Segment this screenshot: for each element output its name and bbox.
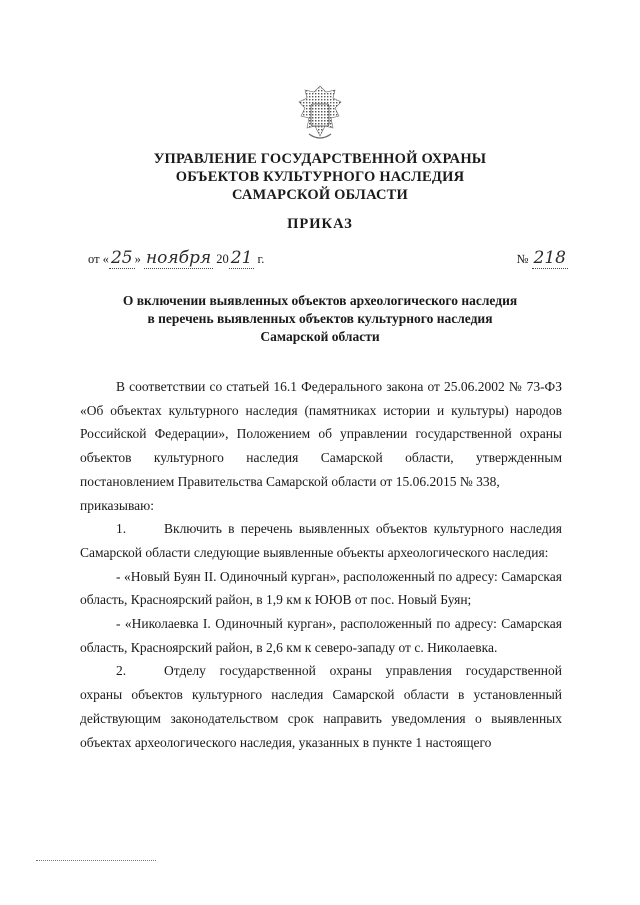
date-year-suffix: 21 [230, 248, 253, 268]
date-month: ноября [145, 248, 212, 268]
date-year-prefix: 20 [216, 252, 229, 266]
title-line-3: Самарской области [260, 329, 380, 344]
footer-divider [36, 860, 156, 862]
intro-paragraph: В соответствии со статьей 16.1 Федерального закона от 25.06.2002 № 73-ФЗ «Об объектах культурного наследия (памятниках истории и культуры) народов Российской Федерации», Положением об управлении государственной охраны объектов культурного наследия Самарской области, утвержденным постановлением Правительства Самарской области от 15.06.2015 № 338, [80, 379, 562, 489]
title-line-1: О включении выявленных объектов археологического наследия [122, 293, 518, 308]
item-1-text: Включить в перечень выявленных объектов культурного наследия Самарской области следующие выявленные объекты археологического наследия: [80, 521, 562, 560]
date-year-tail: г. [257, 252, 265, 266]
item-2-number: 2. [116, 663, 127, 679]
org-line-3: САМАРСКОЙ ОБЛАСТИ [231, 187, 409, 203]
document-title [0, 292, 640, 346]
date-field [88, 248, 264, 268]
title-line-2: в перечень выявленных объектов культурного наследия [147, 311, 493, 326]
document-body [80, 375, 562, 754]
order-number-field [516, 248, 568, 268]
order-number: 218 [533, 248, 566, 268]
date-line [88, 248, 568, 270]
item-2-text: Отделу государственной охраны управления государственной охраны объектов культурного наследия Самарской области в установленный действующим законодательством срок направить уведомления о выявленных объектах археологического наследия, указанных в пункте 1 настоящего [80, 663, 562, 750]
item-2 [80, 659, 562, 754]
date-mid: » [134, 252, 141, 266]
order-word: приказываю: [80, 497, 154, 513]
org-line-2: ОБЪЕКТОВ КУЛЬТУРНОГО НАСЛЕДИЯ [175, 169, 465, 185]
date-day: 25 [110, 248, 133, 268]
organization-name [0, 150, 640, 204]
item-1 [80, 517, 562, 564]
coat-of-arms-emblem [291, 84, 349, 146]
item-1-b: - «Николаевка I. Одиночный курган», расположенный по адресу: Самарская область, Красноярский район, в 2,6 км к северо-западу от с. Николаевка. [80, 616, 562, 655]
item-1-a: - «Новый Буян II. Одиночный курган», расположенный по адресу: Самарская область, Красноярский район, в 1,9 км к ЮЮВ от пос. Новый Буян; [80, 568, 562, 608]
number-prefix: № [516, 252, 529, 266]
date-prefix: от « [88, 252, 109, 266]
document-type: ПРИКАЗ [287, 216, 353, 232]
org-line-1: УПРАВЛЕНИЕ ГОСУДАРСТВЕННОЙ ОХРАНЫ [153, 151, 487, 167]
item-1-number: 1. [116, 521, 127, 537]
